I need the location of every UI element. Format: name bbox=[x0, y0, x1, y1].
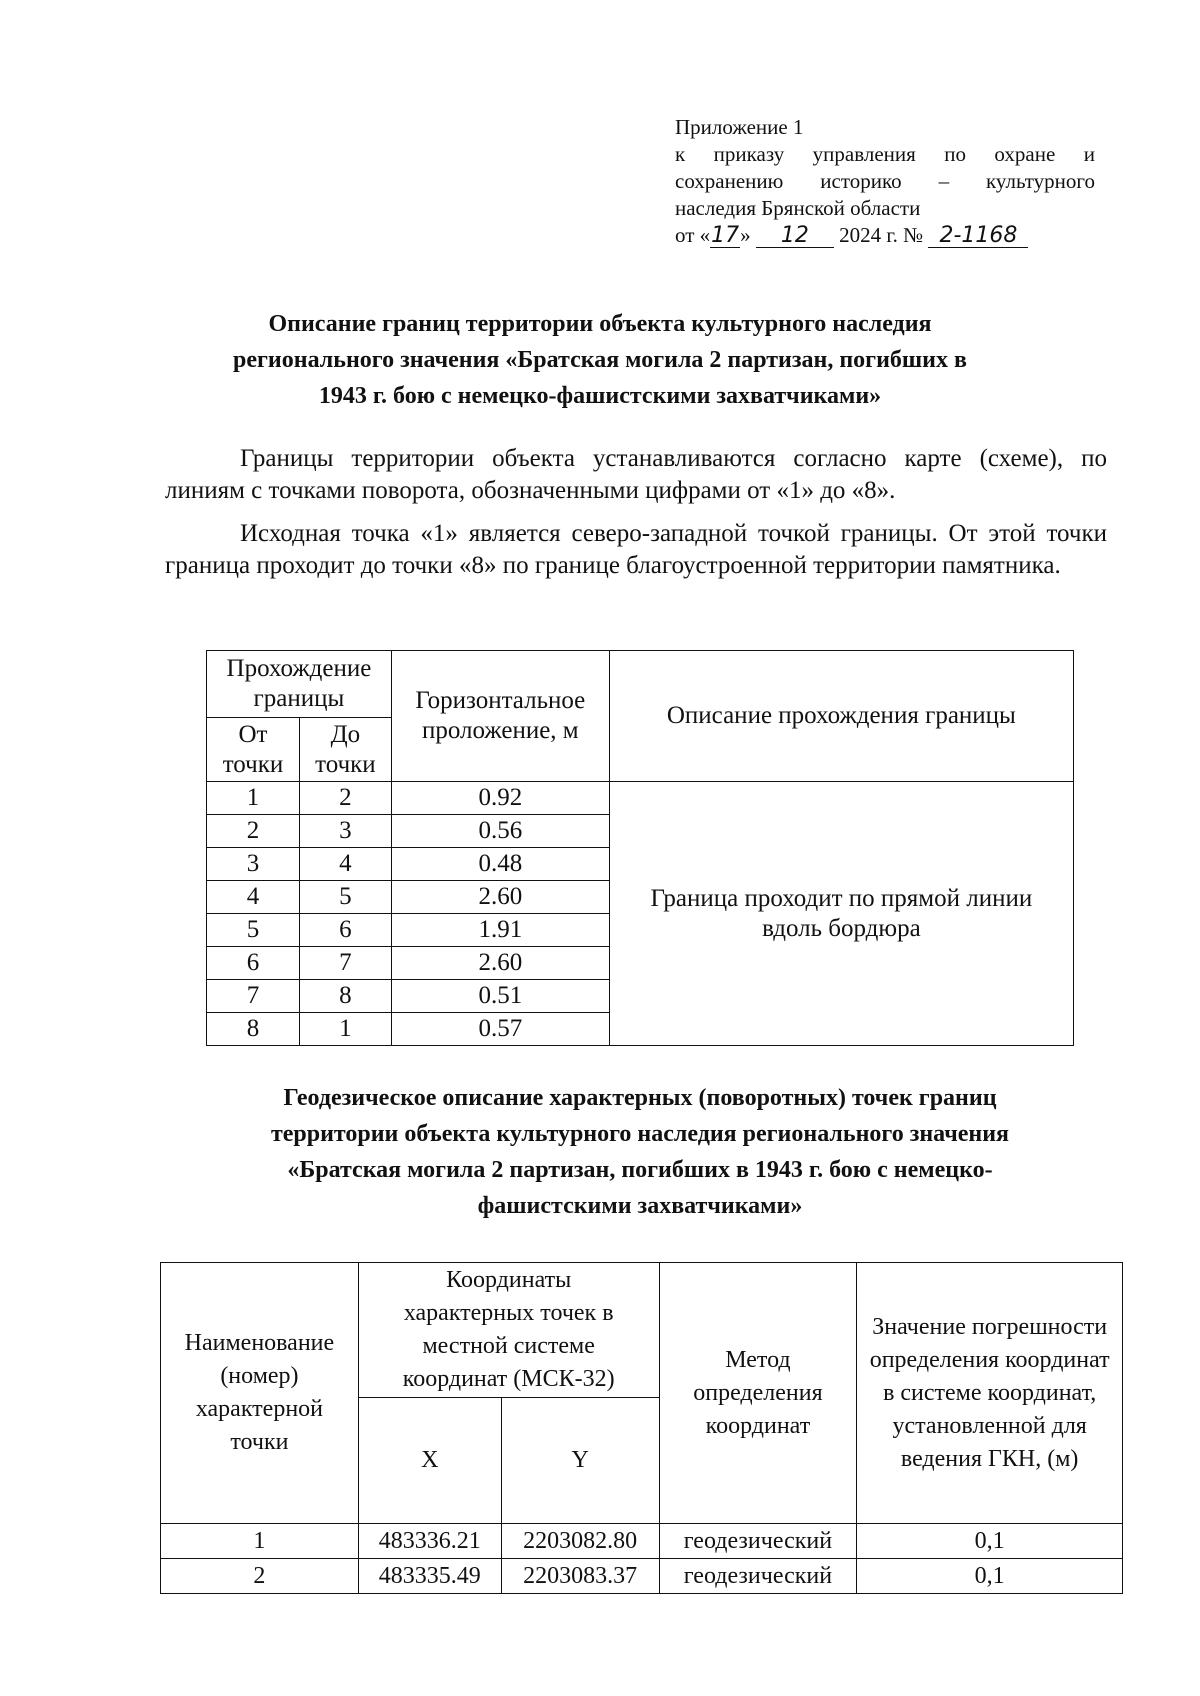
cell-method: геодезический bbox=[659, 1559, 857, 1594]
cell-y: 2203083.37 bbox=[501, 1559, 659, 1594]
cell-from: 1 bbox=[207, 782, 300, 815]
cell-from: 8 bbox=[207, 1013, 300, 1046]
table-row bbox=[161, 1559, 1123, 1594]
cell-point: 2 bbox=[161, 1559, 359, 1594]
cell-from: 2 bbox=[207, 815, 300, 848]
header-error: Значение погрешности определения координат в системе координат, установленной для ведения ГКН, (м) bbox=[857, 1263, 1123, 1524]
date-prefix: от « bbox=[675, 223, 711, 247]
header-x: X bbox=[358, 1398, 501, 1524]
date-mid: » bbox=[740, 223, 751, 247]
cell-to: 2 bbox=[299, 782, 391, 815]
paragraph-text: Исходная точка «1» является северо-западной точкой границы. От этой точки граница проходит до точки «8» по границе благоустроенной территории памятника. bbox=[165, 520, 1107, 579]
cell-point: 1 bbox=[161, 1524, 359, 1559]
cell-to: 7 bbox=[299, 947, 391, 980]
document-title bbox=[150, 306, 1050, 414]
header-length: Горизонтальное проложение, м bbox=[391, 651, 609, 782]
geodetic-table bbox=[160, 1262, 1123, 1594]
appendix-line: сохранению историко – культурного bbox=[675, 169, 1095, 193]
cell-y: 2203082.80 bbox=[501, 1524, 659, 1559]
cell-x: 483336.21 bbox=[358, 1524, 501, 1559]
cell-from: 6 bbox=[207, 947, 300, 980]
cell-from: 4 bbox=[207, 881, 300, 914]
title-line: «Братская могила 2 партизан, погибших в 1943 г. бою с немецко- bbox=[287, 1157, 993, 1183]
order-year: 2024 г. № bbox=[839, 223, 924, 247]
cell-length: 0.57 bbox=[391, 1013, 609, 1046]
order-day: 17 bbox=[711, 223, 740, 248]
cell-from: 7 bbox=[207, 980, 300, 1013]
title-line: 1943 г. бою с немецко-фашистскими захватчиками» bbox=[318, 383, 882, 409]
cell-length: 0.92 bbox=[391, 782, 609, 815]
cell-length: 1.91 bbox=[391, 914, 609, 947]
appendix-line: наследия Брянской области bbox=[675, 196, 921, 220]
cell-error: 0,1 bbox=[857, 1559, 1123, 1594]
cell-x: 483335.49 bbox=[358, 1559, 501, 1594]
order-date-line bbox=[675, 222, 1095, 249]
cell-to: 3 bbox=[299, 815, 391, 848]
paragraph-boundaries bbox=[165, 443, 1107, 507]
cell-to: 8 bbox=[299, 980, 391, 1013]
title-line: регионального значения «Братская могила 2 партизан, погибших в bbox=[233, 347, 967, 373]
table-row bbox=[207, 782, 1074, 815]
header-from: От точки bbox=[207, 718, 300, 782]
cell-length: 0.51 bbox=[391, 980, 609, 1013]
paragraph-text: Границы территории объекта устанавливаются согласно карте (схеме), по линиям с точками поворота, обозначенными цифрами от «1» до «8». bbox=[165, 445, 1107, 504]
cell-method: геодезический bbox=[659, 1524, 857, 1559]
paragraph-origin-point bbox=[165, 518, 1107, 582]
appendix-line: к приказу управления по охране и bbox=[675, 142, 1095, 166]
cell-error: 0,1 bbox=[857, 1524, 1123, 1559]
header-point-name: Наименование (номер) характерной точки bbox=[161, 1263, 359, 1524]
order-number: 2-1168 bbox=[928, 225, 1028, 248]
cell-from: 3 bbox=[207, 848, 300, 881]
title-line: Описание границ территории объекта культурного наследия bbox=[268, 311, 932, 337]
title-line: Геодезическое описание характерных (поворотных) точек границ bbox=[283, 1085, 997, 1111]
header-to: До точки bbox=[299, 718, 391, 782]
title-line: фашистскими захватчиками» bbox=[477, 1193, 803, 1219]
cell-from: 5 bbox=[207, 914, 300, 947]
cell-to: 4 bbox=[299, 848, 391, 881]
cell-to: 6 bbox=[299, 914, 391, 947]
cell-to: 5 bbox=[299, 881, 391, 914]
cell-length: 2.60 bbox=[391, 881, 609, 914]
title-line: территории объекта культурного наследия регионального значения bbox=[270, 1121, 1010, 1147]
cell-description: Граница проходит по прямой линии вдоль бордюра bbox=[609, 782, 1073, 1046]
cell-length: 0.48 bbox=[391, 848, 609, 881]
header-method: Метод определения координат bbox=[659, 1263, 857, 1524]
geodetic-title bbox=[160, 1080, 1120, 1224]
cell-to: 1 bbox=[299, 1013, 391, 1046]
order-month: 12 bbox=[756, 225, 834, 248]
table-row bbox=[161, 1524, 1123, 1559]
header-description: Описание прохождения границы bbox=[609, 651, 1073, 782]
appendix-title: Приложение 1 bbox=[675, 115, 804, 139]
appendix-block bbox=[675, 114, 1095, 249]
cell-length: 0.56 bbox=[391, 815, 609, 848]
cell-length: 2.60 bbox=[391, 947, 609, 980]
header-y: Y bbox=[501, 1398, 659, 1524]
boundary-table bbox=[206, 650, 1074, 1046]
header-passage: Прохождение границы bbox=[207, 651, 392, 718]
header-coordinates: Координаты характерных точек в местной системе координат (МСК-32) bbox=[358, 1263, 659, 1398]
